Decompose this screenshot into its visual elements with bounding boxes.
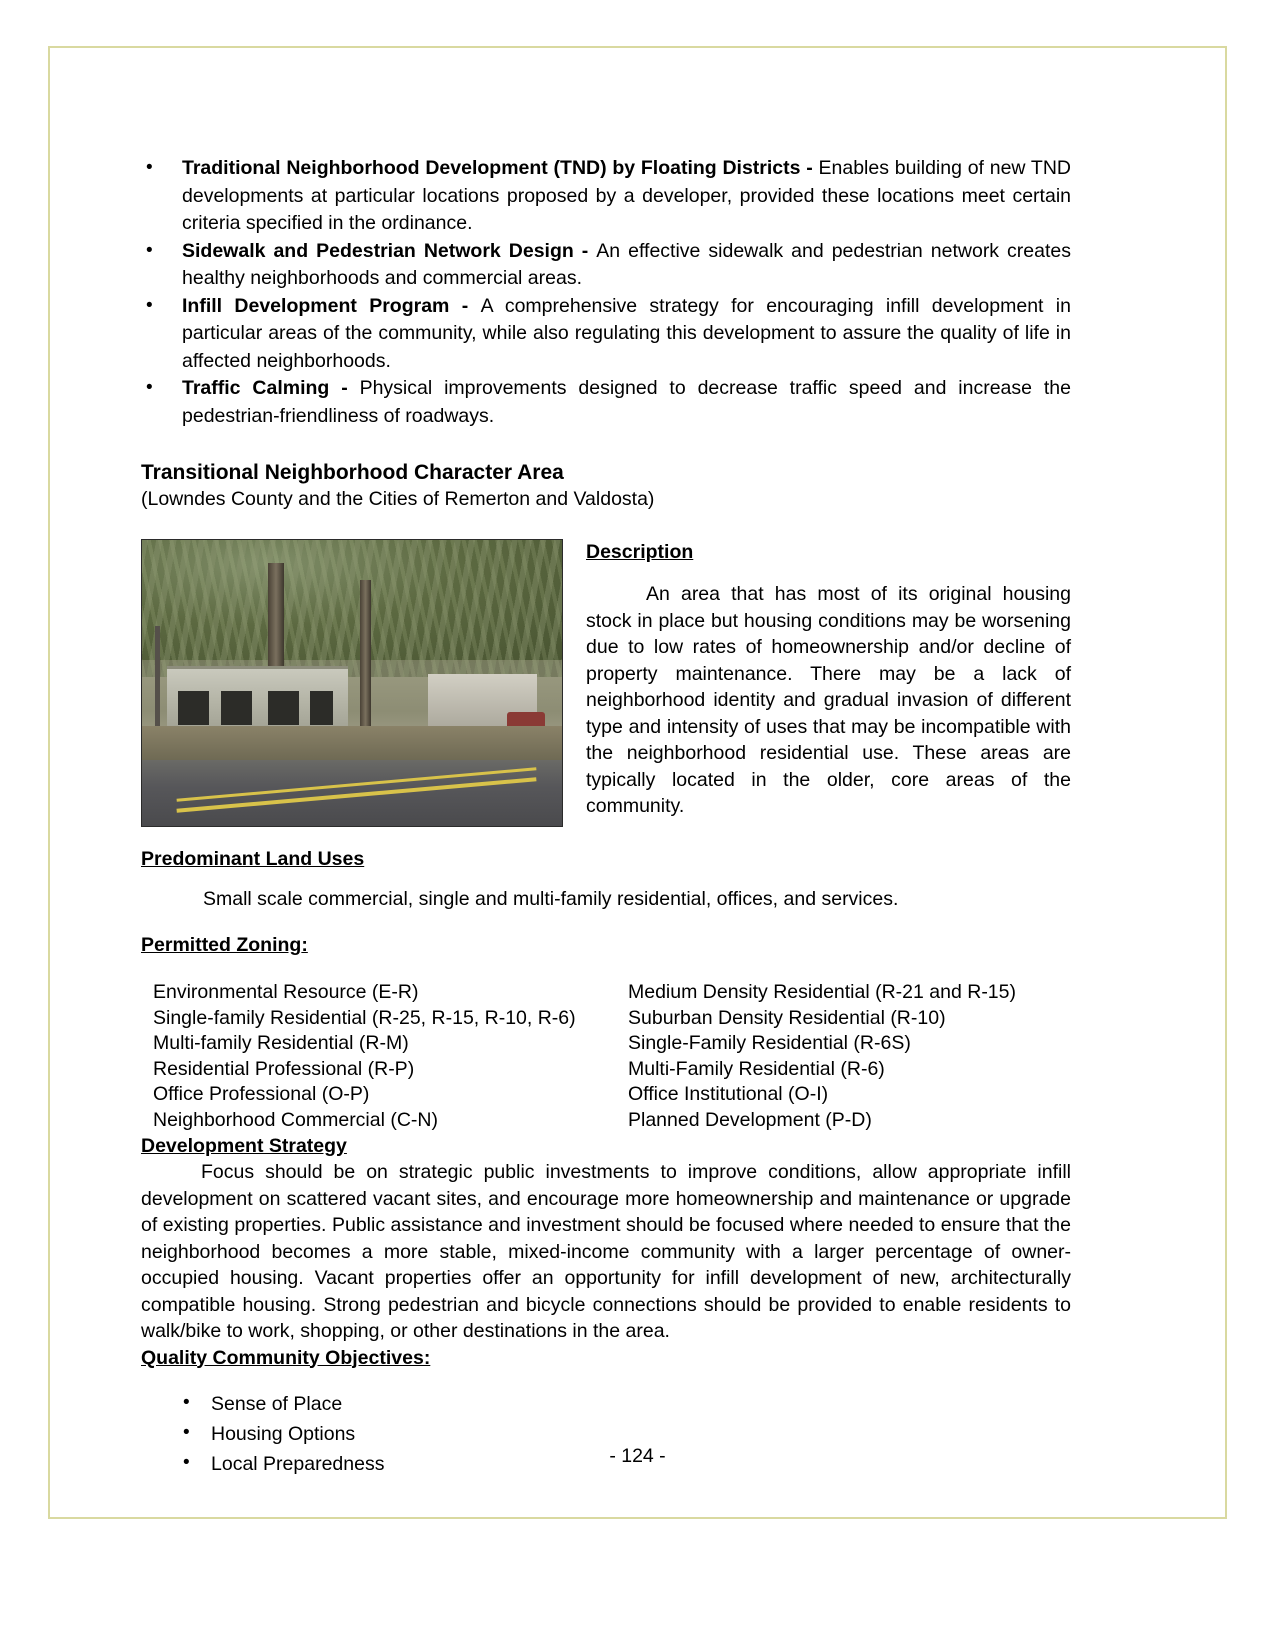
zoning-item: Office Institutional (O-I) — [628, 1083, 829, 1105]
document-content — [141, 155, 1071, 1479]
zoning-item: Single-Family Residential (R-6S) — [628, 1032, 911, 1054]
list-item — [141, 375, 1071, 430]
bullet-text: A comprehensive strategy for encouraging infill development in particular areas of the community, while also regulating this development to assure the quality of life in affected neighborhoods. — [182, 294, 1071, 372]
photo-tree-trunk — [360, 580, 371, 737]
zoning-item: Suburban Density Residential (R-10) — [628, 1006, 946, 1029]
page-number: - 124 - — [609, 1445, 666, 1467]
policy-bullet-list — [141, 155, 1071, 430]
list-item — [141, 155, 1071, 238]
zoning-item: Medium Density Residential (R-21 and R-15) — [628, 981, 1016, 1003]
photo-window — [268, 691, 299, 724]
bullet-text: Physical improvements designed to decrease traffic speed and increase the pedestrian-friendliness of roadways. — [182, 377, 1071, 427]
permitted-zoning-columns — [141, 980, 1071, 1133]
list-item — [141, 293, 1071, 376]
section-subtitle: (Lowndes County and the Cities of Remerton and Valdosta) — [141, 488, 655, 510]
description-heading: Description — [586, 541, 694, 563]
page-title: Transitional Neighborhood Character Area — [141, 461, 564, 484]
bullet-term: Traditional Neighborhood Development (TND) by Floating Districts - — [182, 157, 819, 179]
permitted-zoning-heading-colon: : — [301, 934, 308, 956]
photo-window — [178, 691, 209, 724]
photo-window — [310, 691, 333, 724]
development-strategy-paragraph: Focus should be on strategic public investments to improve conditions, allow appropriate infill development on scattered vacant sites, and encourage more homeownership and maintenance or upgrade of existing properties. Public assistance and investment should be focused where needed to ensure that the neighborhood becomes a more stable, mixed-income community with a larger percentage of owner-occupied housing. Vacant properties offer an opportunity for infill development of new, architecturally compatible housing. Strong pedestrian and bicycle connections should be provided to enable residents to walk/bike to work, shopping, or other destinations in the area. — [141, 1161, 1071, 1342]
list-item — [141, 238, 1071, 293]
quality-community-objectives-heading: Quality Community Objectives: — [141, 1346, 431, 1369]
description-paragraph: An area that has most of its original housing stock in place but housing conditions may be worsening due to low rates of homeownership and/or decline of property maintenance. There may be a lack of neighborhood identity and gradual invasion of different type and intensity of uses that may be incompatible with the neighborhood residential use. These areas are typically located in the older, core areas of the community. — [586, 583, 1071, 817]
zoning-item: Single-family Residential (R-25, R-15, R-10, R-6) — [153, 1006, 576, 1029]
photo-moss-canopy — [142, 540, 562, 677]
description-block — [141, 539, 1071, 872]
bullet-text: Enables building of new TND developments at particular locations proposed by a developer, provided these locations meet certain criteria specified in the ordinance. — [182, 157, 1071, 234]
photo-window — [221, 691, 252, 724]
list-item: • Local Preparedness — [141, 1449, 1071, 1479]
character-area-photo — [141, 539, 563, 827]
zoning-item: Multi-family Residential (R-M) — [153, 1032, 409, 1054]
zoning-item: Planned Development (P-D) — [628, 1108, 872, 1131]
bullet-text: An effective sidewalk and pedestrian network creates healthy neighborhoods and commercial areas. — [182, 239, 1072, 289]
zoning-column-left — [141, 980, 628, 1133]
bullet-term: Sidewalk and Pedestrian Network Design - — [182, 239, 597, 262]
list-item: • Sense of Place — [141, 1389, 1071, 1419]
list-item: • Housing Options — [141, 1419, 1071, 1449]
photo-ground — [142, 726, 562, 760]
zoning-item: Office Professional (O-P) — [153, 1083, 370, 1105]
permitted-zoning-heading-text: Permitted Zoning — [141, 934, 302, 956]
zoning-item: Multi-Family Residential (R-6) — [628, 1057, 885, 1080]
zoning-item: Environmental Resource (E-R) — [153, 981, 419, 1003]
bullet-term: Infill Development Program - — [182, 294, 481, 317]
development-strategy-heading: Development Strategy — [141, 1135, 347, 1157]
bullet-term: Traffic Calming - — [182, 377, 360, 399]
land-uses-paragraph: Small scale commercial, single and multi-family residential, offices, and services. — [203, 887, 899, 910]
permitted-zoning-heading — [141, 932, 1071, 958]
zoning-item: Residential Professional (R-P) — [153, 1057, 415, 1080]
land-uses-heading: Predominant Land Uses — [141, 847, 365, 870]
zoning-column-right — [628, 980, 1068, 1133]
zoning-item: Neighborhood Commercial (C-N) — [153, 1108, 439, 1131]
